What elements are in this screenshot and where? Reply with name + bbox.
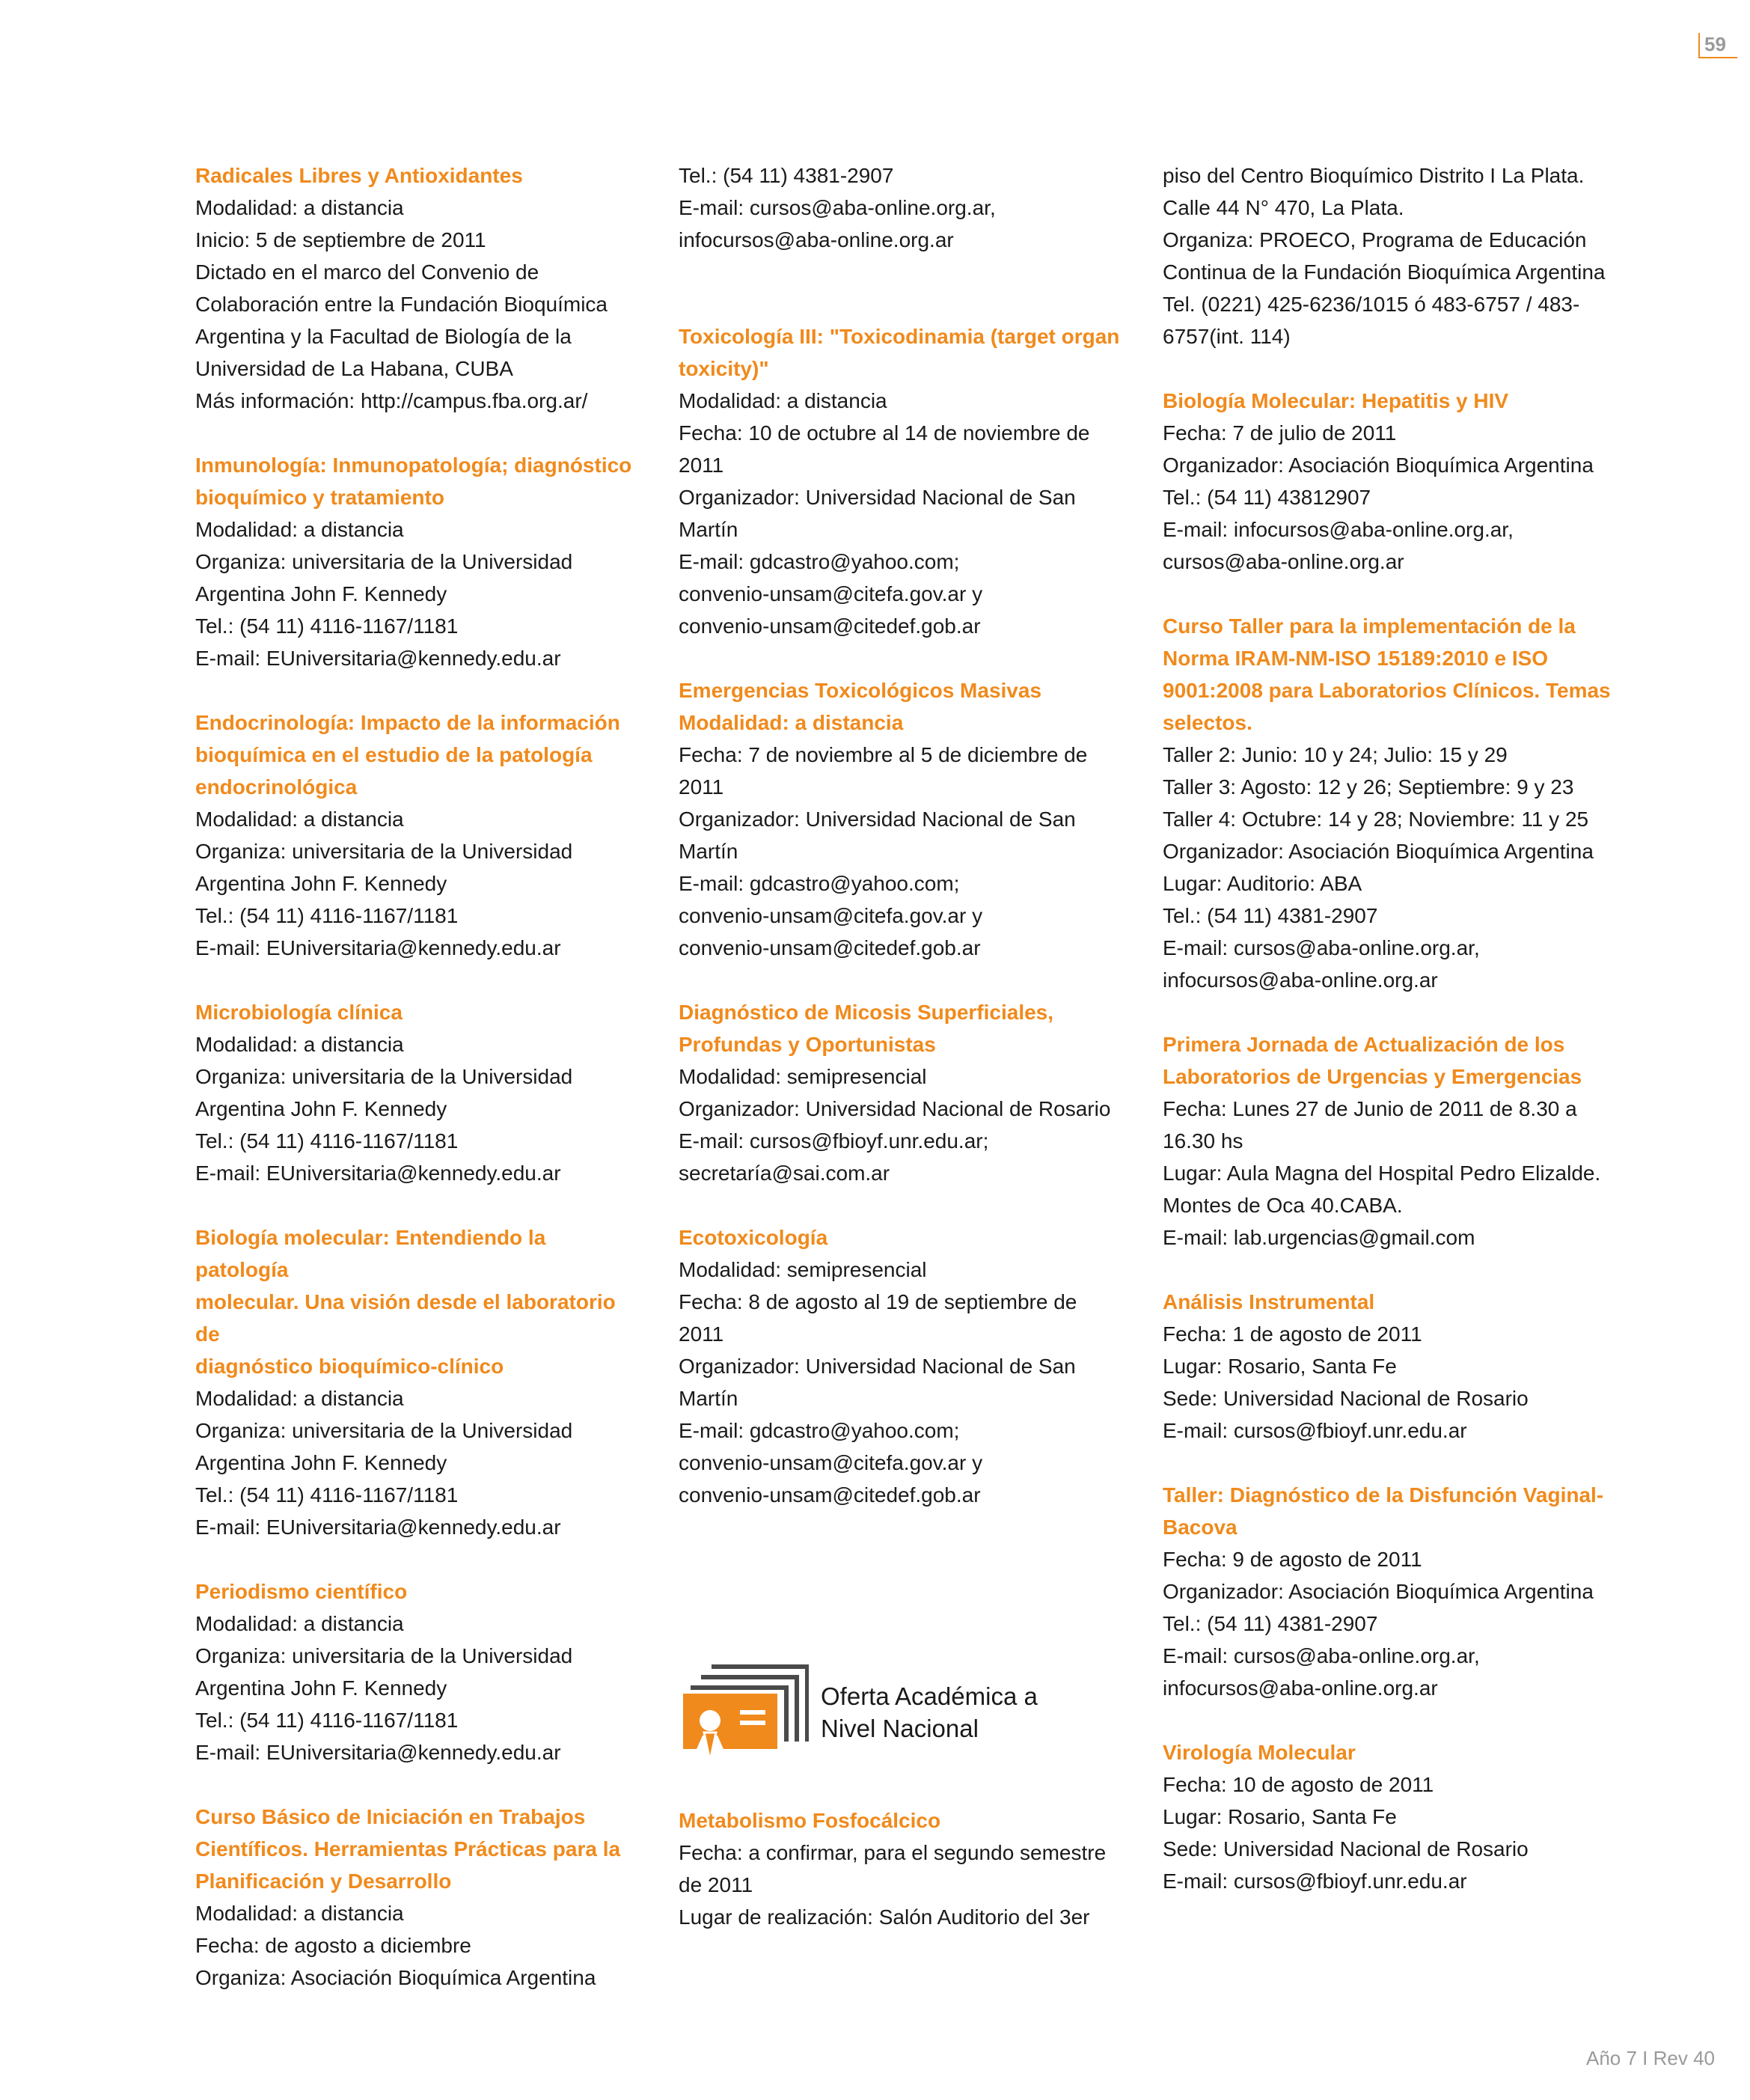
course-entry — [679, 320, 1128, 642]
course-title: Toxicología III: "Toxicodinamia (target organ — [679, 325, 1120, 348]
course-title: Biología Molecular: Hepatitis y HIV — [1163, 389, 1509, 412]
course-detail: Inicio: 5 de septiembre de 2011 — [195, 228, 486, 251]
course-detail: Organizador: Asociación Bioquímica Argentina — [1163, 840, 1594, 863]
course-title: 9001:2008 para Laboratorios Clínicos. Temas — [1163, 679, 1611, 702]
course-detail: Taller 3: Agosto: 12 y 26; Septiembre: 9 y 23 — [1163, 775, 1574, 799]
course-detail: convenio-unsam@citedef.gob.ar — [679, 1483, 981, 1507]
course-detail: Modalidad: a distancia — [195, 196, 404, 219]
course-detail: Modalidad: a distancia — [195, 1033, 404, 1056]
oferta-banner — [682, 1658, 1101, 1762]
course-title: selectos. — [1163, 711, 1252, 734]
course-detail: E-mail: EUniversitaria@kennedy.edu.ar — [195, 936, 561, 959]
course-detail: Fecha: Lunes 27 de Junio de 2011 de 8.30 a — [1163, 1097, 1577, 1120]
course-detail: Fecha: 10 de octubre al 14 de noviembre de — [679, 421, 1090, 445]
course-title: diagnóstico bioquímico-clínico — [195, 1355, 504, 1378]
course-title: Profundas y Oportunistas — [679, 1033, 936, 1056]
course-title: Metabolismo Fosfocálcico — [679, 1809, 941, 1832]
course-detail: infocursos@aba-online.org.ar — [1163, 968, 1438, 992]
course-detail: E-mail: gdcastro@yahoo.com; — [679, 872, 960, 895]
certificate-icon — [682, 1658, 809, 1762]
course-title: bioquímica en el estudio de la patología — [195, 743, 593, 766]
course-detail: Tel.: (54 11) 4381-2907 — [1163, 1612, 1378, 1635]
course-title: Inmunología: Inmunopatología; diagnóstico — [195, 454, 632, 477]
course-detail: Tel. (0221) 425-6236/1015 ó 483-6757 / 483- — [1163, 293, 1580, 316]
course-detail: Argentina John F. Kennedy — [195, 1676, 447, 1700]
course-detail: E-mail: cursos@aba-online.org.ar, — [1163, 936, 1480, 959]
course-title: Norma IRAM-NM-ISO 15189:2010 e ISO — [1163, 647, 1549, 670]
course-detail: E-mail: EUniversitaria@kennedy.edu.ar — [195, 647, 561, 670]
course-detail: Fecha: de agosto a diciembre — [195, 1934, 471, 1957]
course-detail: E-mail: infocursos@aba-online.org.ar, — [1163, 518, 1514, 541]
banner-line-1: Oferta Académica a — [821, 1682, 1038, 1710]
course-entry — [1163, 1479, 1612, 1704]
course-detail: Lugar: Auditorio: ABA — [1163, 872, 1362, 895]
course-detail: Universidad de La Habana, CUBA — [195, 357, 513, 380]
course-detail: convenio-unsam@citedef.gob.ar — [679, 614, 981, 638]
course-detail: Organizador: Asociación Bioquímica Argentina — [1163, 454, 1594, 477]
course-title: Planificación y Desarrollo — [195, 1869, 452, 1893]
course-detail: Lugar: Rosario, Santa Fe — [1163, 1355, 1397, 1378]
course-detail: E-mail: EUniversitaria@kennedy.edu.ar — [195, 1516, 561, 1539]
course-detail: Fecha: 1 de agosto de 2011 — [1163, 1322, 1422, 1346]
course-detail: E-mail: cursos@fbioyf.unr.edu.ar — [1163, 1869, 1467, 1893]
course-detail: 6757(int. 114) — [1163, 325, 1291, 348]
course-detail: Taller 2: Junio: 10 y 24; Julio: 15 y 29 — [1163, 743, 1508, 766]
course-detail: Argentina John F. Kennedy — [195, 582, 447, 605]
course-detail: E-mail: cursos@aba-online.org.ar, — [1163, 1644, 1480, 1667]
course-title: Taller: Diagnóstico de la Disfunción Vaginal- — [1163, 1483, 1604, 1507]
course-detail: Tel.: (54 11) 4116-1167/1181 — [195, 614, 459, 638]
course-title: Biología molecular: Entendiendo la patología — [195, 1226, 546, 1281]
course-detail: cursos@aba-online.org.ar — [1163, 550, 1404, 573]
course-detail: Fecha: 10 de agosto de 2011 — [1163, 1773, 1434, 1796]
course-entry — [195, 996, 644, 1189]
course-detail: Fecha: a confirmar, para el segundo semestre — [679, 1841, 1107, 1864]
course-detail: Tel.: (54 11) 4116-1167/1181 — [195, 1129, 459, 1153]
course-title: endocrinológica — [195, 775, 358, 799]
course-title: Curso Taller para la implementación de la — [1163, 614, 1576, 638]
course-detail: Dictado en el marco del Convenio de — [195, 260, 539, 284]
course-detail: Organiza: universitaria de la Universidad — [195, 550, 573, 573]
course-detail: infocursos@aba-online.org.ar — [1163, 1676, 1438, 1700]
course-detail: Montes de Oca 40.CABA. — [1163, 1194, 1403, 1217]
course-detail: Martín — [679, 840, 738, 863]
course-detail: Fecha: 7 de noviembre al 5 de diciembre de — [679, 743, 1088, 766]
course-title: Endocrinología: Impacto de la información — [195, 711, 620, 734]
course-detail: Fecha: 8 de agosto al 19 de septiembre de 2011 — [679, 1290, 1077, 1346]
course-detail: convenio-unsam@citefa.gov.ar y — [679, 582, 983, 605]
course-detail: E-mail: gdcastro@yahoo.com; — [679, 1419, 960, 1442]
course-detail: Organiza: universitaria de la Universidad — [195, 1065, 573, 1088]
course-detail: Argentina y la Facultad de Biología de la — [195, 325, 572, 348]
course-detail: E-mail: cursos@fbioyf.unr.edu.ar — [1163, 1419, 1467, 1442]
course-detail: Colaboración entre la Fundación Bioquímica — [195, 293, 608, 316]
continued-entry — [679, 159, 1128, 256]
course-detail: Argentina John F. Kennedy — [195, 1097, 447, 1120]
course-detail: Lugar de realización: Salón Auditorio del 3er — [679, 1905, 1090, 1929]
course-detail: Fecha: 7 de julio de 2011 — [1163, 421, 1397, 445]
course-title: Análisis Instrumental — [1163, 1290, 1375, 1313]
course-detail: Taller 4: Octubre: 14 y 28; Noviembre: 11 y 25 — [1163, 808, 1589, 831]
course-detail: secretaría@sai.com.ar — [679, 1162, 890, 1185]
course-detail: 16.30 hs — [1163, 1129, 1243, 1153]
course-entry — [1163, 610, 1612, 996]
course-detail: 2011 — [679, 775, 724, 799]
course-title: toxicity)" — [679, 357, 769, 380]
course-detail: Tel.: (54 11) 4116-1167/1181 — [195, 1709, 459, 1732]
course-detail: Modalidad: a distancia — [195, 808, 404, 831]
course-detail: Modalidad: a distancia — [195, 1612, 404, 1635]
course-title: Virología Molecular — [1163, 1741, 1356, 1764]
course-entry — [1163, 1286, 1612, 1447]
course-detail: Modalidad: a distancia — [195, 518, 404, 541]
course-title: Primera Jornada de Actualización de los — [1163, 1033, 1565, 1056]
column-1 — [195, 159, 644, 2026]
course-detail: piso del Centro Bioquímico Distrito I La Plata. — [1163, 164, 1585, 187]
course-entry — [1163, 1736, 1612, 1897]
course-detail: Tel.: (54 11) 4381-2907 — [1163, 904, 1378, 927]
course-detail: Calle 44 N° 470, La Plata. — [1163, 196, 1404, 219]
continued-entry — [1163, 159, 1612, 352]
course-detail: Tel.: (54 11) 4116-1167/1181 — [195, 904, 459, 927]
course-detail: Tel.: (54 11) 4381-2907 — [679, 164, 894, 187]
course-detail: Modalidad: semipresencial — [679, 1065, 927, 1088]
course-title: Ecotoxicología — [679, 1226, 828, 1249]
course-title: Microbiología clínica — [195, 1001, 403, 1024]
course-entry — [195, 449, 644, 674]
course-title: Bacova — [1163, 1516, 1237, 1539]
course-title: Curso Básico de Iniciación en Trabajos — [195, 1805, 586, 1828]
course-detail: Organiza: universitaria de la Universidad — [195, 840, 573, 863]
course-title: Diagnóstico de Micosis Superficiales, — [679, 1001, 1054, 1024]
course-title: Emergencias Toxicológicos Masivas — [679, 679, 1042, 702]
course-detail: Modalidad: a distancia — [679, 389, 887, 412]
entry-metabolismo — [679, 1804, 1128, 1933]
course-detail: E-mail: EUniversitaria@kennedy.edu.ar — [195, 1162, 561, 1185]
course-detail: Fecha: 9 de agosto de 2011 — [1163, 1548, 1422, 1571]
course-detail: Organiza: universitaria de la Universidad — [195, 1644, 573, 1667]
course-detail: Organizador: Asociación Bioquímica Argentina — [1163, 1580, 1594, 1603]
course-detail: Continua de la Fundación Bioquímica Argentina — [1163, 260, 1606, 284]
course-title: Modalidad: a distancia — [679, 711, 904, 734]
course-title: bioquímico y tratamiento — [195, 486, 444, 509]
course-title: molecular. Una visión desde el laboratorio de — [195, 1290, 616, 1346]
course-detail: Organiza: universitaria de la Universidad — [195, 1419, 573, 1442]
footer-issue: Año 7 I Rev 40 — [1586, 2047, 1715, 2069]
course-entry — [1163, 385, 1612, 578]
course-detail: Martín — [679, 1387, 738, 1410]
course-entry — [195, 1575, 644, 1768]
course-detail: Más información: http://campus.fba.org.ar/ — [195, 389, 588, 412]
course-detail: E-mail: cursos@fbioyf.unr.edu.ar; — [679, 1129, 989, 1153]
course-entry — [679, 996, 1128, 1189]
course-detail: Tel.: (54 11) 4116-1167/1181 — [195, 1483, 459, 1507]
course-detail: de 2011 — [679, 1873, 753, 1896]
course-detail: Organizador: Universidad Nacional de Rosario — [679, 1097, 1111, 1120]
course-detail: Organizador: Universidad Nacional de San — [679, 486, 1076, 509]
course-detail: Tel.: (54 11) 43812907 — [1163, 486, 1371, 509]
course-detail: Lugar: Aula Magna del Hospital Pedro Elizalde. — [1163, 1162, 1601, 1185]
course-detail: Martín — [679, 518, 738, 541]
course-title: Radicales Libres y Antioxidantes — [195, 164, 523, 187]
course-detail: convenio-unsam@citedef.gob.ar — [679, 936, 981, 959]
course-detail: convenio-unsam@citefa.gov.ar y — [679, 1451, 983, 1474]
course-detail: E-mail: gdcastro@yahoo.com; — [679, 550, 960, 573]
course-detail: Organizador: Universidad Nacional de San — [679, 808, 1076, 831]
course-detail: Organizador: Universidad Nacional de San — [679, 1355, 1076, 1378]
course-detail: E-mail: cursos@aba-online.org.ar, — [679, 196, 996, 219]
page-number: 59 — [1698, 33, 1737, 58]
course-detail: 2011 — [679, 454, 724, 477]
course-detail: Sede: Universidad Nacional de Rosario — [1163, 1387, 1529, 1410]
course-detail: Argentina John F. Kennedy — [195, 1451, 447, 1474]
column-2 — [679, 159, 1128, 1543]
course-detail: E-mail: EUniversitaria@kennedy.edu.ar — [195, 1741, 561, 1764]
course-entry — [195, 159, 644, 417]
banner-line-2: Nivel Nacional — [821, 1715, 979, 1742]
course-detail: Modalidad: a distancia — [195, 1387, 404, 1410]
course-detail: Modalidad: semipresencial — [679, 1258, 927, 1281]
course-entry — [679, 674, 1128, 964]
course-entry — [679, 1221, 1128, 1511]
course-entry — [195, 1221, 644, 1543]
course-detail: Lugar: Rosario, Santa Fe — [1163, 1805, 1397, 1828]
column-3 — [1163, 159, 1612, 1929]
course-detail: infocursos@aba-online.org.ar — [679, 228, 954, 251]
course-detail: Modalidad: a distancia — [195, 1902, 404, 1925]
course-detail: Sede: Universidad Nacional de Rosario — [1163, 1837, 1529, 1861]
course-title: Periodismo científico — [195, 1580, 408, 1603]
course-title: Laboratorios de Urgencias y Emergencias — [1163, 1065, 1582, 1088]
course-detail: Organiza: Asociación Bioquímica Argentina — [195, 1966, 596, 1989]
course-detail: convenio-unsam@citefa.gov.ar y — [679, 904, 983, 927]
course-entry — [1163, 1028, 1612, 1254]
course-detail: E-mail: lab.urgencias@gmail.com — [1163, 1226, 1475, 1249]
course-entry — [195, 706, 644, 964]
course-detail: Argentina John F. Kennedy — [195, 872, 447, 895]
course-detail: Organiza: PROECO, Programa de Educación — [1163, 228, 1587, 251]
course-entry — [195, 1801, 644, 1994]
course-title: Científicos. Herramientas Prácticas para la — [195, 1837, 621, 1861]
